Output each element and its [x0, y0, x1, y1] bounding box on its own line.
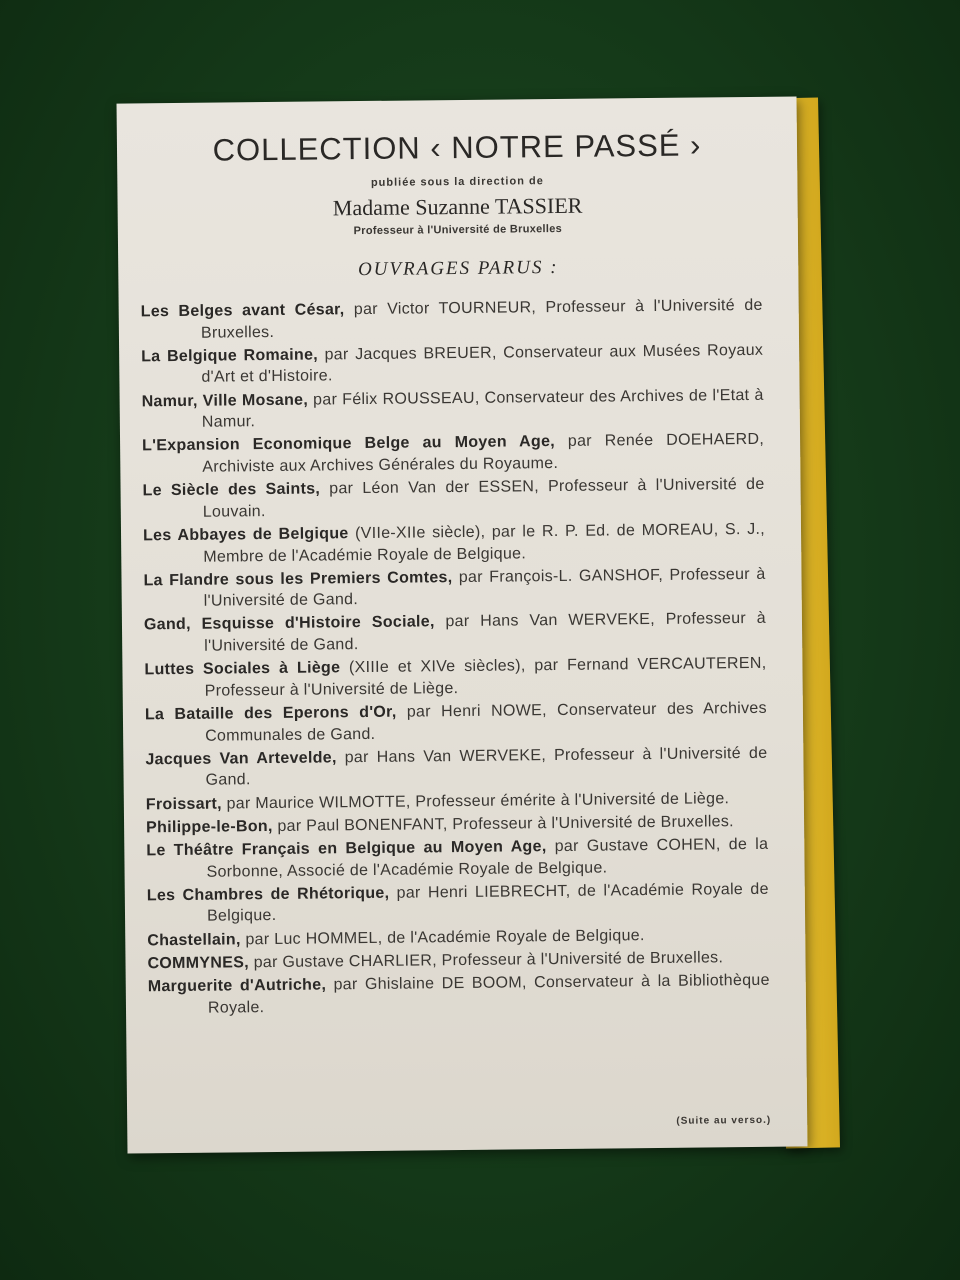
collection-title: COLLECTION ‹ NOTRE PASSÉ ›	[212, 127, 702, 168]
works-list	[141, 295, 771, 1021]
work-author: par Gustave COHEN, de la Sorbonne, Associé de l'Académie Royale de Belgique.	[206, 835, 769, 881]
work-title: Les Chambres de Rhétorique,	[146, 884, 390, 905]
work-title: L'Expansion Economique Belge au Moyen Age,	[142, 433, 556, 455]
work-author: par Maurice WILMOTTE, Professeur émérite à l'Université de Liège.	[221, 789, 730, 813]
list-item	[142, 474, 764, 524]
work-author: par Henri NOWE, Conservateur des Archives Communales de Gand.	[205, 699, 767, 745]
list-item	[143, 564, 765, 614]
work-title: Froissart,	[145, 795, 222, 813]
work-author: par Paul BONENFANT, Professeur à l'Université de Bruxelles.	[272, 812, 734, 835]
list-item	[144, 608, 766, 658]
work-author: par François-L. GANSHOF, Professeur à l'Université de Gand.	[203, 565, 766, 610]
work-author: par Hans Van WERVEKE, Professeur à l'Université de Gand.	[204, 610, 767, 655]
work-author: par Félix ROUSSEAU, Conservateur des Archives de l'Etat à Namur.	[201, 386, 764, 431]
list-item	[142, 384, 764, 434]
work-title: La Bataille des Eperons d'Or,	[144, 703, 397, 724]
work-title: Gand, Esquisse d'Histoire Sociale,	[143, 613, 435, 634]
work-author: par Jacques BREUER, Conservateur aux Musées Royaux d'Art et d'Histoire.	[201, 341, 764, 387]
list-item	[141, 295, 763, 345]
work-title: Le Siècle des Saints,	[142, 480, 321, 500]
work-author: par Léon Van der ESSEN, Professeur à l'Université de Louvain.	[202, 475, 765, 521]
work-title: COMMYNES,	[147, 953, 249, 973]
work-author: (VIIe-XIIe siècle), par le R. P. Ed. de MOREAU, S. J., Membre de l'Académie Royale de Belgique.	[203, 520, 766, 566]
work-author: par Victor TOURNEUR, Professeur à l'Université de Bruxelles.	[200, 296, 763, 342]
continued-note: (Suite au verso.)	[676, 1114, 772, 1127]
work-title: La Belgique Romaine,	[141, 346, 319, 366]
work-title: Namur, Ville Mosane,	[141, 391, 309, 410]
list-item	[142, 429, 764, 479]
list-item	[141, 340, 763, 390]
list-item	[145, 698, 767, 748]
director-name: Madame Suzanne TASSIER	[332, 192, 583, 221]
list-item	[146, 834, 768, 884]
work-title: La Flandre sous les Premiers Comtes,	[143, 568, 453, 590]
work-title: Les Abbayes de Belgique	[142, 525, 349, 545]
work-author: par Renée DOEHAERD, Archiviste aux Archives Générales du Royaume.	[202, 431, 765, 476]
list-item	[147, 879, 769, 929]
list-item	[148, 970, 770, 1020]
work-title: Philippe-le-Bon,	[146, 817, 273, 837]
work-author: par Henri LIEBRECHT, de l'Académie Royale de Belgique.	[206, 880, 769, 926]
list-item	[143, 519, 765, 569]
work-author: par Ghislaine DE BOOM, Conservateur à la Bibliothèque Royale.	[207, 971, 770, 1017]
work-title: Luttes Sociales à Liège	[144, 659, 341, 679]
list-item	[145, 743, 767, 793]
work-title: Le Théâtre Français en Belgique au Moyen Age,	[146, 838, 547, 860]
work-title: Chastellain,	[147, 930, 241, 949]
list-item	[144, 653, 766, 703]
work-title: Marguerite d'Autriche,	[147, 976, 327, 996]
work-author: par Gustave CHARLIER, Professeur à l'Université de Bruxelles.	[248, 949, 724, 971]
director-affiliation: Professeur à l'Université de Bruxelles	[353, 222, 563, 238]
work-author: par Luc HOMMEL, de l'Académie Royale de Belgique.	[240, 926, 645, 948]
work-title: Jacques Van Artevelde,	[145, 749, 337, 769]
direction-line: publiée sous la direction de	[370, 175, 544, 189]
work-author: par Hans Van WERVEKE, Professeur à l'Université de Gand.	[205, 744, 768, 790]
work-author: (XIIIe et XIVe siècles), par Fernand VERCAUTEREN, Professeur à l'Université de Liège.	[204, 655, 767, 700]
section-heading: OUVRAGES PARUS :	[357, 256, 559, 281]
work-title: Les Belges avant César,	[140, 301, 345, 321]
book-back-cover	[117, 96, 808, 1153]
